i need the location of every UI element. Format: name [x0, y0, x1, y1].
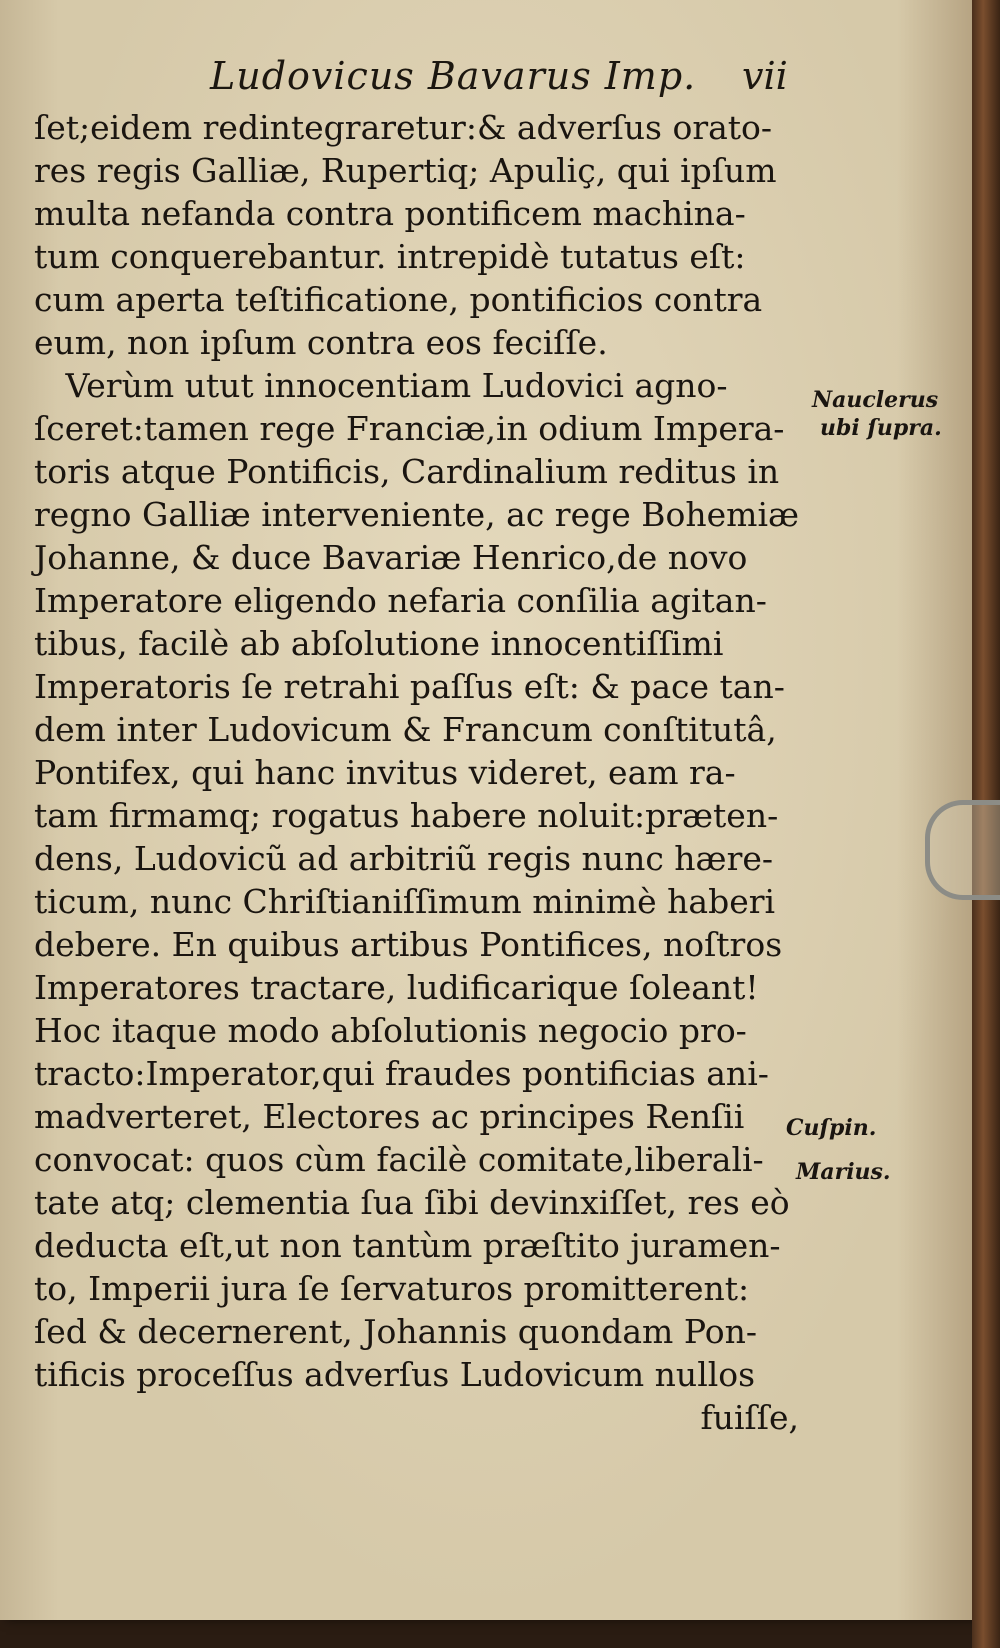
text-line: madverteret, Electores ac principes Renſii	[34, 1097, 745, 1136]
text-line: dens, Ludovicũ ad arbitriũ regis nunc hære-	[34, 839, 774, 878]
text-line: Verùm utut innocentiam Ludovici agno-	[34, 366, 728, 405]
text-line: Pontifex, qui hanc invitus videret, eam ra-	[34, 753, 736, 792]
running-title: Ludovicus Bavarus Imp.	[210, 54, 697, 98]
text-line: deducta eſt,ut non tantùm præſtito juramen-	[34, 1226, 781, 1265]
text-line: regno Galliæ interveniente, ac rege Bohemiæ	[34, 495, 800, 534]
text-line: to, Imperii jura ſe ſervaturos promitterent:	[34, 1269, 750, 1308]
text-line: debere. En quibus artibus Pontifices, noſtros	[34, 925, 783, 964]
margin-note-marius: Marius.	[796, 1159, 891, 1185]
text-block	[34, 106, 799, 1439]
text-line: Imperatoris ſe retrahi paſſus eſt: & pace tan-	[34, 667, 785, 706]
text-line: tate atq; clementia ſua ſibi devinxiſſet, res eò	[34, 1183, 790, 1222]
text-line: ſed & decernerent, Johannis quondam Pon-	[34, 1312, 757, 1351]
text-line: ſceret:tamen rege Franciæ,in odium Impera-	[34, 409, 785, 448]
margin-note-ubi-supra: ubi ſupra.	[820, 415, 942, 441]
page-clip	[925, 800, 1000, 900]
folio-number: vii	[742, 54, 788, 98]
text-line: tificis proceſſus adverſus Ludovicum nullos	[34, 1355, 756, 1394]
text-line: eum, non ipſum contra eos feciſſe.	[34, 323, 608, 362]
text-line: tam firmamq; rogatus habere noluit:præten-	[34, 796, 779, 835]
text-line: Imperatores tractare, ludificarique ſoleant!	[34, 968, 759, 1007]
text-line: Imperatore eligendo nefaria conſilia agitan-	[34, 581, 767, 620]
text-line: multa nefanda contra pontificem machina-	[34, 194, 746, 233]
text-line: tracto:Imperator,qui fraudes pontificias ani-	[34, 1054, 769, 1093]
text-line: cum aperta teſtificatione, pontificios contra	[34, 280, 763, 319]
text-line: tum conquerebantur. intrepidè tutatus eſt:	[34, 237, 746, 276]
text-line: dem inter Ludovicum & Francum conſtitutâ,	[34, 710, 777, 749]
catchword: fuiſſe,	[700, 1398, 799, 1437]
text-line: convocat: quos cùm facilè comitate,liberali-	[34, 1140, 764, 1179]
text-line: res regis Galliæ, Rupertiq; Apuliç, qui ipſum	[34, 151, 777, 190]
text-line: tibus, facilè ab abſolutione innocentiſſimi	[34, 624, 724, 663]
text-line: toris atque Pontificis, Cardinalium reditus in	[34, 452, 780, 491]
text-line: Johanne, & duce Bavariæ Henrico,de novo	[34, 538, 748, 577]
text-line: ticum, nunc Chriſtianiſſimum minimè haberi	[34, 882, 776, 921]
text-line: ſet;eidem redintegraretur:& adverſus orato-	[34, 108, 773, 147]
text-line: Hoc itaque modo abſolutionis negocio pro-	[34, 1011, 747, 1050]
margin-note-nauclerus: Nauclerus	[812, 387, 939, 413]
margin-note-cuspin: Cuſpin.	[786, 1115, 877, 1141]
